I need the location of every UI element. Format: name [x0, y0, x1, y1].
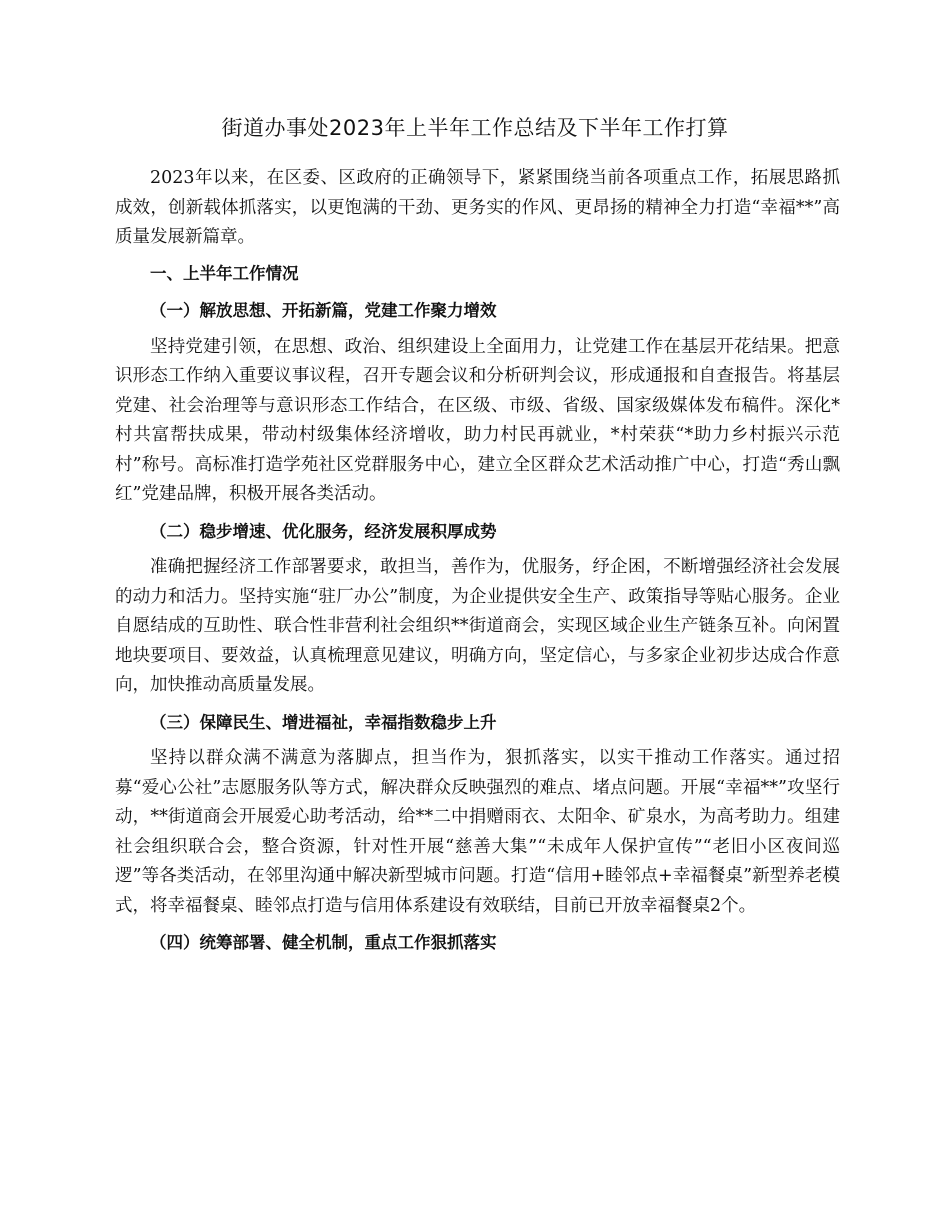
subsection-heading-1: （一）解放思想、开拓新篇，党建工作聚力增效	[150, 301, 497, 320]
document-body	[115, 164, 840, 965]
subsection-paragraph-1: 坚持党建引领，在思想、政治、组织建设上全面用力，让党建工作在基层开花结果。把意识形态工作纳入重要议事议程，召开专题会议和分析研判会议，形成通报和自查报告。将基层党建、社会治理等与意识形态工作结合，在区级、市级、省级、国家级媒体发布稿件。深化*村共富帮扶成果，带动村级集体经济增收，助力村民再就业，*村荣获“*助力乡村振兴示范村”称号。高标准打造学苑社区党群服务中心，建立全区群众艺术活动推广中心，打造“秀山飘红”党建品牌，积极开展各类活动。	[115, 336, 840, 504]
subsection-heading-2: （二）稳步增速、优化服务，经济发展积厚成势	[150, 521, 497, 541]
intro-paragraph: 2023年以来，在区委、区政府的正确领导下，紧紧围绕当前各项重点工作，拓展思路抓成效，创新载体抓落实，以更饱满的干劲、更务实的作风、更昂扬的精神全力打造“幸福**”高质量发展新篇章。	[115, 168, 840, 247]
document-title: 街道办事处2023年上半年工作总结及下半年工作打算	[221, 116, 729, 140]
subsection-paragraph-2: 准确把握经济工作部署要求，敢担当，善作为，优服务，纾企困，不断增强经济社会发展的动力和活力。坚持实施“驻厂办公”制度，为企业提供安全生产、政策指导等贴心服务。企业自愿结成的互助性、联合性非营利社会组织**街道商会，实现区域企业生产链条互补。向闲置地块要项目、要效益，认真梳理意见建议，明确方向，坚定信心，与多家企业初步达成合作意向，加快推动高质量发展。	[115, 557, 840, 695]
subsection-paragraph-3: 坚持以群众满不满意为落脚点，担当作为，狠抓落实，以实干推动工作落实。通过招募“爱心公社”志愿服务队等方式，解决群众反映强烈的难点、堵点问题。开展“幸福**”攻坚行动，**街道商会开展爱心助考活动，给**二中捐赠雨衣、太阳伞、矿泉水，为高考助力。组建社会组织联合会，整合资源，针对性开展“慈善大集”“未成年人保护宣传”“老旧小区夜间巡逻”等各类活动，在邻里沟通中解决新型城市问题。打造“信用+睦邻点+幸福餐桌”新型养老模式，将幸福餐桌、睦邻点打造与信用体系建设有效联结，目前已开放幸福餐桌2个。	[115, 748, 840, 916]
section-heading-1: 一、上半年工作情况	[150, 263, 299, 283]
subsection-heading-4: （四）统筹部署、健全机制，重点工作狠抓落实	[150, 933, 497, 952]
subsection-heading-3: （三）保障民生、增进福祉，幸福指数稳步上升	[150, 712, 497, 732]
